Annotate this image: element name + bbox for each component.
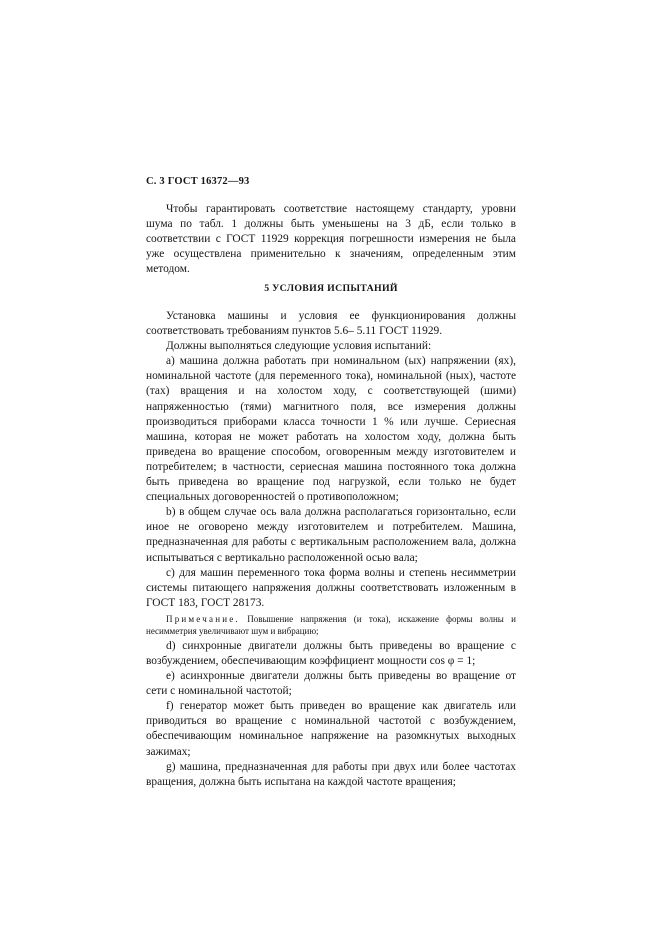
intro-block <box>146 202 516 277</box>
note-text: Повышение напряжения (и тока), искажение формы волны и несимметрия увеличивают шум и вибрацию; <box>146 613 516 636</box>
section-body <box>146 309 516 790</box>
condition-item-f: f) генератор может быть приведен во вращение как двигатель или приводиться во вращение с номинальной частотой с возбуждением, обеспечивающим номинальное напряжение на разомкнутых выходных зажимах; <box>146 700 516 758</box>
section-title: 5 УСЛОВИЯ ИСПЫТАНИЙ <box>264 283 398 294</box>
section-paragraph-1: Установка машины и условия ее функционирования должны соответствовать требованиям пунктов 5.6– 5.11 ГОСТ 11929. <box>146 310 516 338</box>
condition-item-c: с) для машин переменного тока форма волны и степень несимметрии системы питающего напряжения должны соответствовать изложенным в ГОСТ 183, ГОСТ 28173. <box>146 566 516 609</box>
condition-item-b: b) в общем случае ось вала должна располагаться горизонтально, если иное не оговорено между изготовителем и потребителем. Машина, предназначенная для работы с вертикальным расположением вала, должна испытываться с вертикально расположенной осью вала; <box>146 506 516 564</box>
note-label: Примечание. <box>166 613 240 624</box>
condition-item-d <box>146 639 516 669</box>
section-paragraph-2: Должны выполняться следующие условия испытаний: <box>166 340 432 353</box>
section-title-block <box>146 283 516 294</box>
intro-paragraph: Чтобы гарантировать соответствие настоящему стандарту, уровни шума по табл. 1 должны быть уменьшены на 3 дБ, если только в соответствии с ГОСТ 11929 коррекция погрешности измерения не была уже осуществлена применительно к значениям, определенным этим методом. <box>146 203 516 276</box>
condition-item-g: g) машина, предназначенная для работы при двух или более частотах вращения, должна быть испытана на каждой частоте вращения; <box>146 760 516 788</box>
page-header: С. 3 ГОСТ 16372—93 <box>146 176 250 187</box>
condition-item-e: е) асинхронные двигатели должны быть приведены во вращение от сети с номинальной частотой; <box>146 670 516 698</box>
condition-item-d-text: d) синхронные двигатели должны быть приведены во вращение с возбуждением, обеспечивающим коэффициент мощности cos <box>146 639 516 667</box>
note <box>146 613 516 637</box>
power-factor-formula: φ = 1; <box>447 654 476 667</box>
condition-item-a: а) машина должна работать при номинальном (ых) напряжении (ях), номинальной частоте (для переменного тока), номинальной (ных), частоте (тах) вращения и на холостом ходу, с соответствующей (шими) напряженностью (тями) магнитного поля, все измерения должны производиться приборами класса точности 1 % или лучше. Сериесная машина, которая не может работать на холостом ходу, должна быть приведена во вращение способом, оговоренным между изготовителем и потребителем; в частности, сериесная машина постоянного тока должна быть приведена во вращение под нагрузкой, если только не будет специальных договоренностей о противоположном; <box>146 355 516 504</box>
